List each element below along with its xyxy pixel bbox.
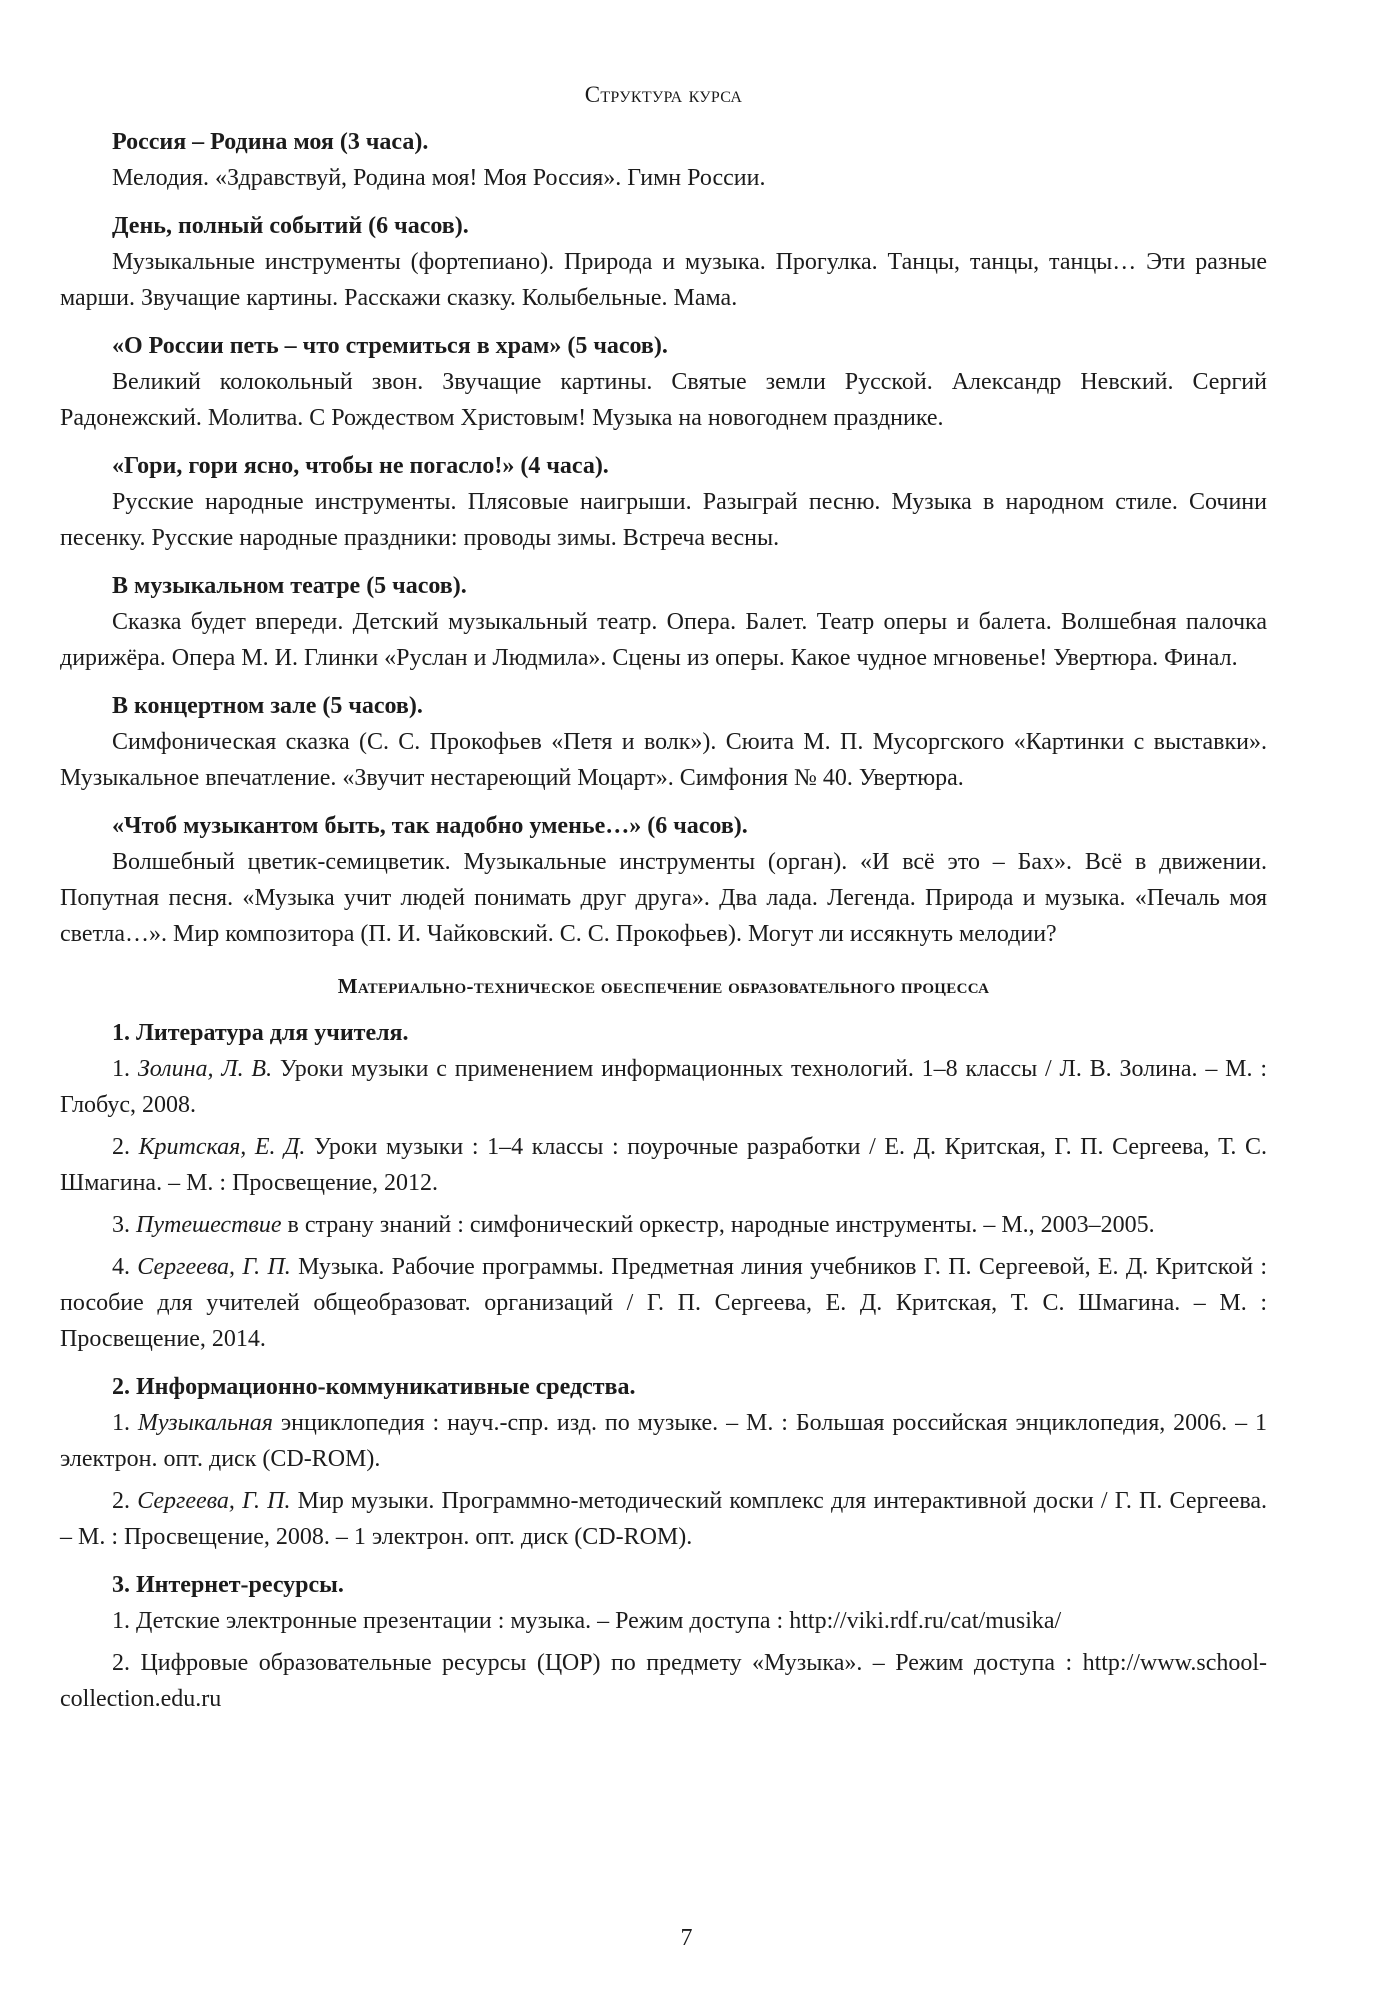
ref-author: Золина, Л. В.	[137, 1056, 273, 1082]
course-section	[60, 208, 1267, 316]
section-title: Россия – Родина моя (3 часа).	[112, 129, 429, 155]
course-sections	[60, 124, 1267, 952]
ref-text: энциклопедия : науч.-спр. изд. по музыке. – М. : Большая российская энциклопедия, 2006. – 1 электрон. опт. диск (CD-ROM).	[60, 1410, 1267, 1472]
course-section	[60, 448, 1267, 556]
reference-item	[60, 1645, 1267, 1717]
section-text: Русские народные инструменты. Плясовые наигрыши. Разыграй песню. Музыка в народном стиле. Сочини песенку. Русские народные праздники: проводы зимы. Встреча весны.	[60, 489, 1267, 551]
course-section	[60, 124, 1267, 196]
ref-author: Сергеева, Г. П.	[137, 1254, 291, 1280]
section-title: «О России петь – что стремиться в храм» (5 часов).	[112, 333, 668, 359]
section-title: «Гори, гори ясно, чтобы не погасло!» (4 часа).	[112, 453, 609, 479]
page-number: 7	[680, 1925, 693, 1951]
section-text: Великий колокольный звон. Звучащие картины. Святые земли Русской. Александр Невский. Сергий Радонежский. Молитва. С Рождеством Христовым! Музыка на новогоднем празднике.	[60, 369, 1267, 431]
ref-number: 2.	[112, 1650, 141, 1676]
ref-number: 3.	[112, 1212, 136, 1238]
reference-item	[60, 1051, 1267, 1123]
ref-text: Уроки музыки : 1–4 классы : поурочные разработки / Е. Д. Критская, Г. П. Сергеева, Т. С. Шмагина. – М. : Просвещение, 2012.	[60, 1134, 1267, 1196]
structure-heading: Структура курса	[584, 82, 743, 107]
ref-text: Музыка. Рабочие программы. Предметная линия учебников Г. П. Сергеевой, Е. Д. Критской : пособие для учителей общеобразоват. организаций / Г. П. Сергеева, Е. Д. Критская, Т. С. Шмагина. – М. : Просвещение, 2014.	[60, 1254, 1268, 1352]
reference-item	[60, 1249, 1267, 1357]
course-section	[60, 328, 1267, 436]
ref-text: Уроки музыки с применением информационных технологий. 1–8 классы / Л. В. Золина. – М. : Глобус, 2008.	[60, 1056, 1268, 1118]
section-title: День, полный событий (6 часов).	[112, 213, 469, 239]
group-title: 1. Литература для учителя.	[112, 1020, 409, 1046]
ref-text: Цифровые образовательные ресурсы (ЦОР) по предмету «Музыка». – Режим доступа : http://www.school-collection.edu.ru	[60, 1650, 1267, 1712]
materials-group	[60, 1369, 1267, 1555]
ref-text: в страну знаний : симфонический оркестр, народные инструменты. – М., 2003–2005.	[281, 1212, 1155, 1238]
section-text: Волшебный цветик-семицветик. Музыкальные инструменты (орган). «И всё это – Бах». Всё в движении. Попутная песня. «Музыка учит людей понимать друг друга». Два лада. Легенда. Природа и музыка. «Печаль моя светла…». Мир композитора (П. И. Чайковский. С. С. Прокофьев). Могут ли иссякнуть мелодии?	[60, 849, 1267, 947]
section-title: В музыкальном театре (5 часов).	[112, 573, 467, 599]
group-title: 3. Интернет-ресурсы.	[112, 1572, 344, 1598]
group-title: 2. Информационно-коммуникативные средства.	[112, 1374, 636, 1400]
ref-number: 2.	[112, 1134, 139, 1160]
materials-list	[60, 1015, 1267, 1717]
section-text: Сказка будет впереди. Детский музыкальный театр. Опера. Балет. Театр оперы и балета. Волшебная палочка дирижёра. Опера М. И. Глинки «Руслан и Людмила». Сцены из оперы. Какое чудное мгновенье! Увертюра. Финал.	[60, 609, 1267, 671]
materials-group	[60, 1015, 1267, 1357]
reference-item	[60, 1129, 1267, 1201]
ref-number: 1.	[112, 1608, 136, 1634]
ref-number: 4.	[112, 1254, 138, 1280]
ref-number: 2.	[112, 1488, 138, 1514]
materials-group	[60, 1567, 1267, 1717]
ref-number: 1.	[112, 1410, 138, 1436]
section-text: Музыкальные инструменты (фортепиано). Природа и музыка. Прогулка. Танцы, танцы, танцы… Эти разные марши. Звучащие картины. Расскажи сказку. Колыбельные. Мама.	[60, 249, 1267, 311]
reference-item	[60, 1603, 1267, 1639]
section-title: «Чтоб музыкантом быть, так надобно уменье…» (6 часов).	[112, 813, 748, 839]
reference-item	[60, 1405, 1267, 1477]
materials-heading: Материально-техническое обеспечение образовательного процесса	[337, 974, 990, 998]
course-section	[60, 808, 1267, 952]
ref-text: Детские электронные презентации : музыка. – Режим доступа : http://viki.rdf.ru/cat/musika/	[136, 1608, 1062, 1634]
section-title: В концертном зале (5 часов).	[112, 693, 423, 719]
ref-number: 1.	[112, 1056, 138, 1082]
reference-item	[60, 1207, 1267, 1243]
reference-item	[60, 1483, 1267, 1555]
course-section	[60, 688, 1267, 796]
ref-text: Мир музыки. Программно-методический комплекс для интерактивной доски / Г. П. Сергеева. – М. : Просвещение, 2008. – 1 электрон. опт. диск (CD-ROM).	[60, 1488, 1268, 1550]
ref-author: Сергеева, Г. П.	[137, 1488, 291, 1514]
ref-author: Музыкальная	[137, 1410, 273, 1436]
section-text: Симфоническая сказка (С. С. Прокофьев «Петя и волк»). Сюита М. П. Мусоргского «Картинки с выставки». Музыкальное впечатление. «Звучит нестареющий Моцарт». Симфония № 40. Увертюра.	[60, 729, 1267, 791]
course-section	[60, 568, 1267, 676]
section-text: Мелодия. «Здравствуй, Родина моя! Моя Россия». Гимн России.	[112, 165, 766, 191]
ref-author: Критская, Е. Д.	[138, 1134, 306, 1160]
ref-author: Путешествие	[136, 1212, 282, 1238]
